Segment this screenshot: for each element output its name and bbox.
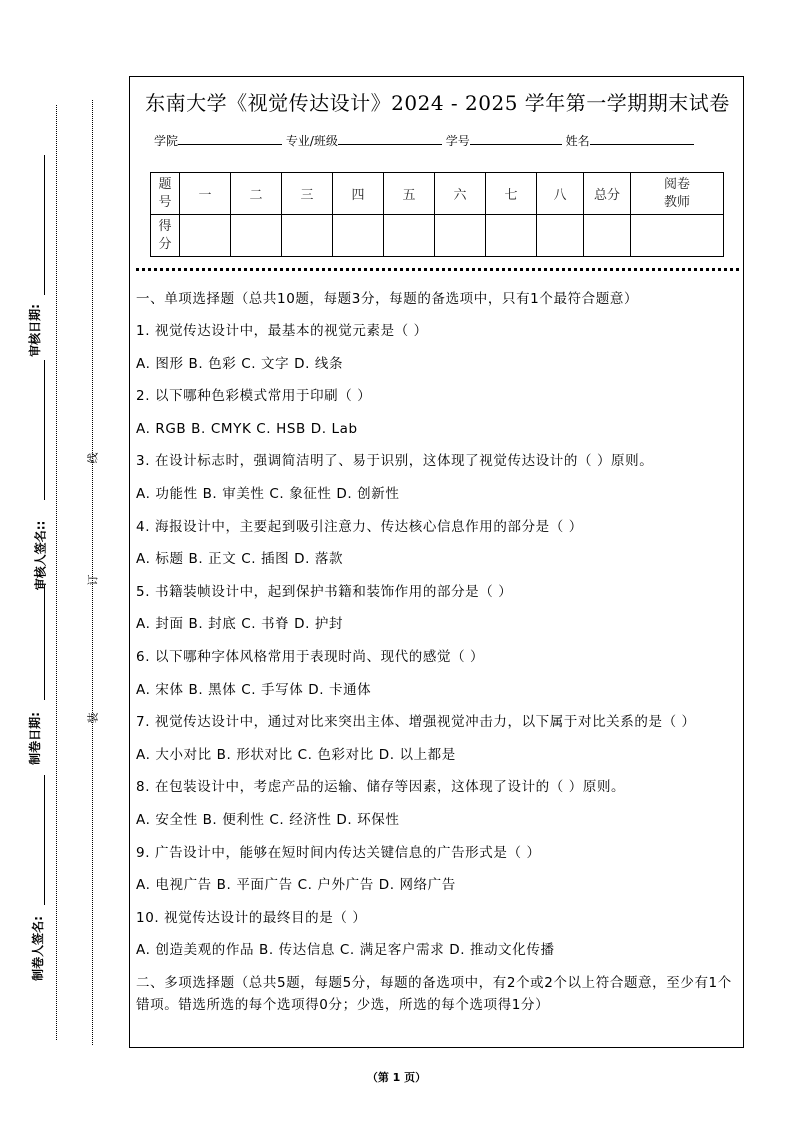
answer-options: A. 电视广告 B. 平面广告 C. 户外广告 D. 网络广告 (136, 877, 456, 894)
sign-line-3 (44, 585, 45, 700)
name-field[interactable] (590, 134, 694, 145)
question-text: 1. 视觉传达设计中，最基本的视觉元素是（ ） (136, 323, 428, 339)
score-cell[interactable] (435, 215, 486, 257)
answer-options: A. 图形 B. 色彩 C. 文字 D. 线条 (136, 355, 344, 372)
section-heading: 二、多项选择题（总共5题，每题5分，每题的备选项中，有2个或2个以上符合题意，至少有1个错项。错选所选的每个选项得0分；少选，所选的每个选项得1分） (136, 974, 732, 1013)
score-header-cell: 总分 (584, 173, 631, 215)
answer-options: A. 标题 B. 正文 C. 插图 D. 落款 (136, 551, 344, 568)
question-text: 8. 在包装设计中，考虑产品的运输、储存等因素，这体现了设计的（ ）原则。 (136, 779, 626, 796)
student-id-label: 学号 (445, 134, 470, 148)
question-text: 10. 视觉传达设计的最终目的是（ ） (136, 909, 367, 926)
score-header-cell: 二 (231, 173, 282, 215)
score-cell[interactable] (333, 215, 384, 257)
sign-line-1 (44, 155, 45, 295)
name-label: 姓名 (565, 134, 590, 148)
score-header-cell: 七 (486, 173, 537, 215)
margin-word-ding: 订 (86, 574, 100, 586)
exam-content (136, 288, 741, 1026)
answer-options: A. 功能性 B. 审美性 C. 象征性 D. 创新性 (136, 485, 400, 502)
exam-frame (129, 76, 744, 1048)
score-header-cell: 阅卷 教师 (631, 173, 724, 215)
score-header-cell: 题 号 (151, 173, 180, 215)
cut-line-outer (56, 105, 57, 1040)
answer-options: A. 封面 B. 封底 C. 书脊 D. 护封 (136, 616, 344, 633)
reviewer-sign-label: 审核人签名:: (33, 520, 48, 591)
question-text: 6. 以下哪种字体风格常用于表现时尚、现代的感觉（ ） (136, 648, 485, 665)
answer-options: A. 宋体 B. 黑体 C. 手写体 D. 卡通体 (136, 681, 372, 698)
question-text: 9. 广告设计中，能够在短时间内传达关键信息的广告形式是（ ） (136, 844, 541, 861)
page-number: （第 1 页） (366, 1071, 427, 1084)
score-header-cell: 一 (180, 173, 231, 215)
score-header-cell: 八 (537, 173, 584, 215)
major-class-label: 专业/班级 (285, 134, 338, 148)
major-class-field[interactable] (338, 134, 442, 145)
college-field[interactable] (178, 134, 282, 145)
margin-word-xian: 线 (86, 452, 100, 464)
sign-line-4 (44, 775, 45, 905)
margin-word-zhuang: 装 (86, 712, 100, 724)
score-cell[interactable] (631, 215, 724, 257)
answer-options: A. RGB B. CMYK C. HSB D. Lab (136, 420, 358, 437)
score-cell[interactable] (282, 215, 333, 257)
score-cell[interactable] (384, 215, 435, 257)
question-text: 4. 海报设计中，主要起到吸引注意力、传达核心信息作用的部分是（ ） (136, 518, 583, 535)
score-header-cell: 六 (435, 173, 486, 215)
score-cell[interactable] (486, 215, 537, 257)
question-text: 2. 以下哪种色彩模式常用于印刷（ ） (136, 388, 372, 405)
review-date-label: 审核日期: (27, 304, 42, 357)
score-table (150, 172, 724, 257)
score-row-label: 得 分 (151, 215, 180, 257)
maker-sign-label: 制卷人签名: (30, 916, 45, 981)
question-text: 7. 视觉传达设计中，通过对比来突出主体、增强视觉冲击力，以下属于对比关系的是（ ） (136, 714, 696, 731)
question-text: 3. 在设计标志时，强调简洁明了、易于识别，这体现了视觉传达设计的（ ）原则。 (136, 453, 654, 470)
make-date-label: 制卷日期: (27, 712, 42, 765)
score-cell[interactable] (584, 215, 631, 257)
score-cell[interactable] (180, 215, 231, 257)
score-header-cell: 五 (384, 173, 435, 215)
cut-line-inner (92, 100, 93, 1045)
sign-line-2 (44, 360, 45, 500)
student-id-field[interactable] (470, 134, 562, 145)
section-heading: 一、单项选择题（总共10题，每题3分，每题的备选项中，只有1个最符合题意） (136, 291, 639, 307)
score-cell[interactable] (231, 215, 282, 257)
score-cell[interactable] (537, 215, 584, 257)
score-header-cell: 三 (282, 173, 333, 215)
answer-options: A. 创造美观的作品 B. 传达信息 C. 满足客户需求 D. 推动文化传播 (136, 942, 555, 959)
student-info-row (154, 132, 694, 149)
answer-options: A. 安全性 B. 便利性 C. 经济性 D. 环保性 (136, 811, 400, 828)
college-label: 学院 (154, 134, 179, 148)
answer-options: A. 大小对比 B. 形状对比 C. 色彩对比 D. 以上都是 (136, 746, 456, 763)
score-header-cell: 四 (333, 173, 384, 215)
question-text: 5. 书籍装帧设计中，起到保护书籍和装饰作用的部分是（ ） (136, 583, 513, 600)
exam-title: 东南大学《视觉传达设计》2024 - 2025 学年第一学期期末试卷 (145, 91, 730, 115)
dotted-divider (136, 268, 739, 271)
